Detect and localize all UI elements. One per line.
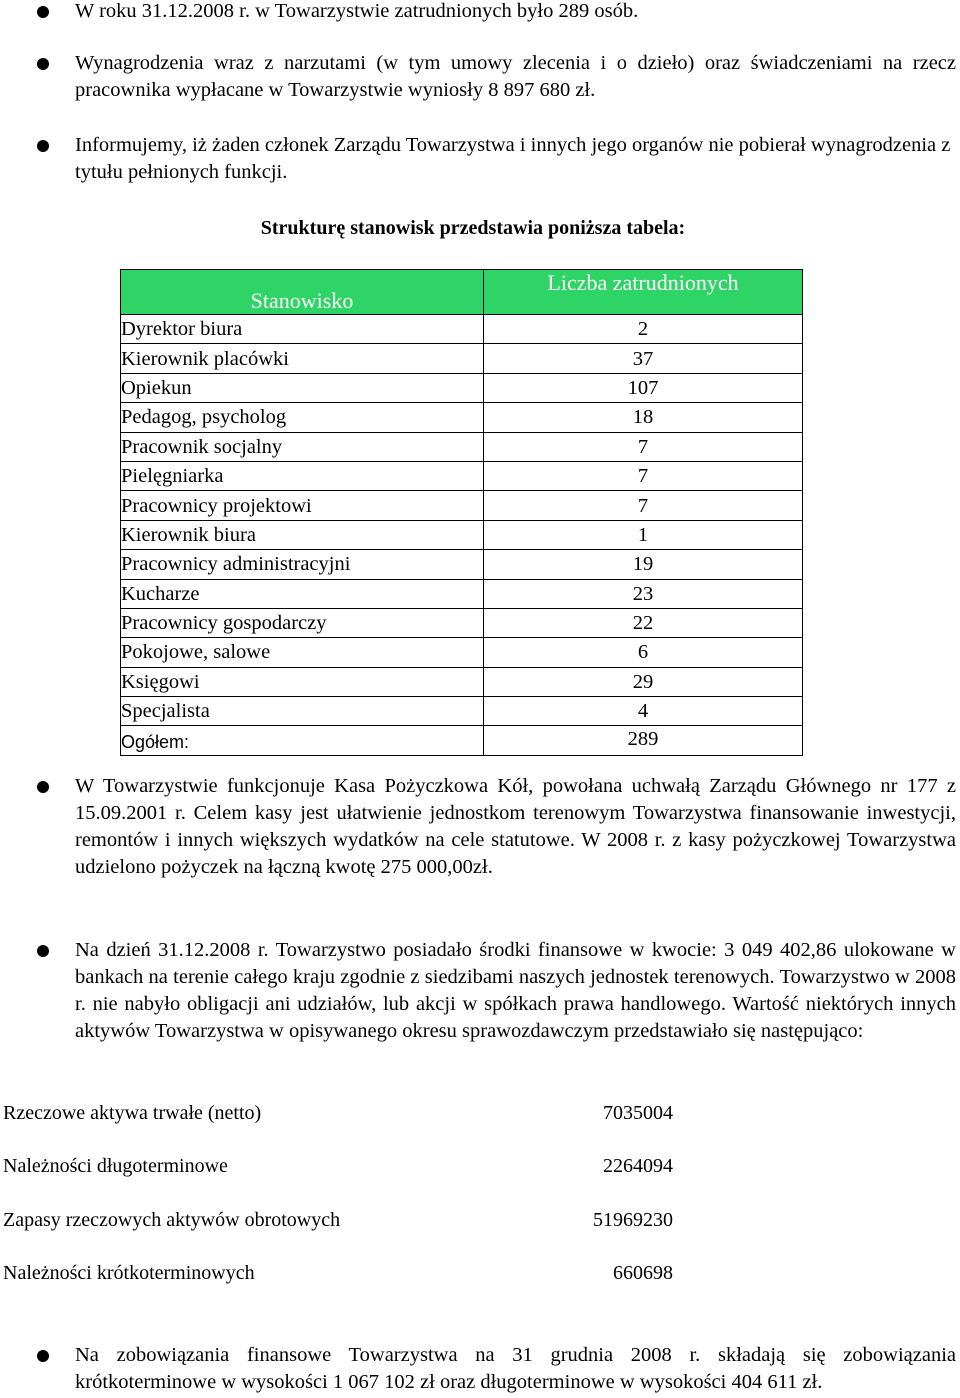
asset-label: Należności długoterminowe	[3, 1155, 228, 1177]
paragraph-employment: W roku 31.12.2008 r. w Towarzystwie zatrudnionych było 289 osób.	[75, 0, 639, 22]
asset-label: Rzeczowe aktywa trwałe (netto)	[3, 1102, 262, 1124]
table-body	[121, 315, 803, 756]
position-cell: Pokojowe, salowe	[121, 638, 484, 667]
table-row	[121, 344, 803, 373]
table-row	[121, 315, 803, 344]
count-cell: 107	[484, 373, 803, 402]
asset-label: Należności krótkoterminowych	[3, 1262, 255, 1284]
asset-value: 2264094	[603, 1155, 673, 1177]
bullet-icon	[37, 140, 49, 152]
count-cell: 6	[484, 638, 803, 667]
bullet-icon	[37, 58, 49, 70]
bullet-icon	[37, 1350, 49, 1362]
position-cell: Kucharze	[121, 579, 484, 608]
table-row	[121, 461, 803, 490]
count-cell: 22	[484, 608, 803, 637]
position-cell: Specjalista	[121, 697, 484, 726]
asset-value: 7035004	[603, 1102, 673, 1124]
count-cell: 7	[484, 461, 803, 490]
position-cell: Pedagog, psycholog	[121, 403, 484, 432]
table-row	[121, 550, 803, 579]
total-label: Ogółem:	[121, 726, 484, 755]
table-row	[121, 403, 803, 432]
count-cell: 23	[484, 579, 803, 608]
paragraph-loan-fund: W Towarzystwie funkcjonuje Kasa Pożyczkowa Kół, powołana uchwałą Zarządu Głównego nr 177 z 15.09.2001 r. Celem kasy jest ułatwienie jednostkom terenowym Towarzystwa finansowanie inwestycji, remontów i innych większych wydatków na cele statutowe. W 2008 r. z kasy pożyczkowej Towarzystwa udzielono pożyczek na łączną kwotę 275 000,00zł.	[75, 775, 956, 878]
table-row	[121, 697, 803, 726]
count-cell: 4	[484, 697, 803, 726]
column-header-position: Stanowisko	[121, 270, 484, 315]
paragraph-liabilities: Na zobowiązania finansowe Towarzystwa na 31 grudnia 2008 r. składają się zobowiązania krótkoterminowe w wysokości 1 067 102 zł oraz długoterminowe w wysokości 404 611 zł.	[75, 1344, 956, 1393]
asset-value: 660698	[613, 1262, 673, 1284]
position-cell: Pielęgniarka	[121, 461, 484, 490]
position-cell: Księgowi	[121, 667, 484, 696]
bullet-icon	[37, 6, 49, 18]
count-cell: 2	[484, 315, 803, 344]
table-row	[121, 579, 803, 608]
table-row	[121, 608, 803, 637]
asset-label: Zapasy rzeczowych aktywów obrotowych	[3, 1209, 341, 1231]
column-header-count: Liczba zatrudnionych	[484, 270, 803, 315]
paragraph-finances: Na dzień 31.12.2008 r. Towarzystwo posiadało środki finansowe w kwocie: 3 049 402,86 ulokowane w bankach na terenie całego kraju zgodnie z siedzibami naszych jednostek terenowych. Towarzystwo w 2008 r. nie nabyło obligacji ani udziałów, lub akcji w spółkach prawa handlowego. Wartość niektórych innych aktywów Towarzystwa w opisywanego okresu sprawozdawczym przedstawiało się następująco:	[75, 939, 956, 1042]
table-row	[121, 491, 803, 520]
count-cell: 7	[484, 491, 803, 520]
bullet-icon	[37, 781, 49, 793]
position-cell: Kierownik biura	[121, 520, 484, 549]
table-header-row	[121, 270, 803, 315]
table-heading: Strukturę stanowisk przedstawia poniższa tabela:	[260, 217, 686, 239]
count-cell: 18	[484, 403, 803, 432]
count-cell: 37	[484, 344, 803, 373]
position-cell: Pracownik socjalny	[121, 432, 484, 461]
total-value: 289	[484, 726, 803, 755]
table-row	[121, 373, 803, 402]
table-row	[121, 667, 803, 696]
position-cell: Pracownicy administracyjni	[121, 550, 484, 579]
position-cell: Pracownicy projektowi	[121, 491, 484, 520]
position-cell: Kierownik placówki	[121, 344, 484, 373]
position-cell: Pracownicy gospodarczy	[121, 608, 484, 637]
staff-table	[120, 269, 803, 756]
position-cell: Opiekun	[121, 373, 484, 402]
count-cell: 7	[484, 432, 803, 461]
paragraph-salaries: Wynagrodzenia wraz z narzutami (w tym umowy zlecenia i o dzieło) oraz świadczeniami na rzecz pracownika wypłacane w Towarzystwie wyniosły 8 897 680 zł.	[75, 52, 956, 101]
table-row	[121, 638, 803, 667]
table-total-row	[121, 726, 803, 755]
asset-value: 51969230	[593, 1209, 673, 1231]
count-cell: 1	[484, 520, 803, 549]
position-cell: Dyrektor biura	[121, 315, 484, 344]
table-row	[121, 432, 803, 461]
paragraph-board-info: Informujemy, iż żaden członek Zarządu Towarzystwa i innych jego organów nie pobierał wynagrodzenia z tytułu pełnionych funkcji.	[75, 134, 951, 183]
bullet-icon	[37, 945, 49, 957]
table-row	[121, 520, 803, 549]
count-cell: 29	[484, 667, 803, 696]
count-cell: 19	[484, 550, 803, 579]
